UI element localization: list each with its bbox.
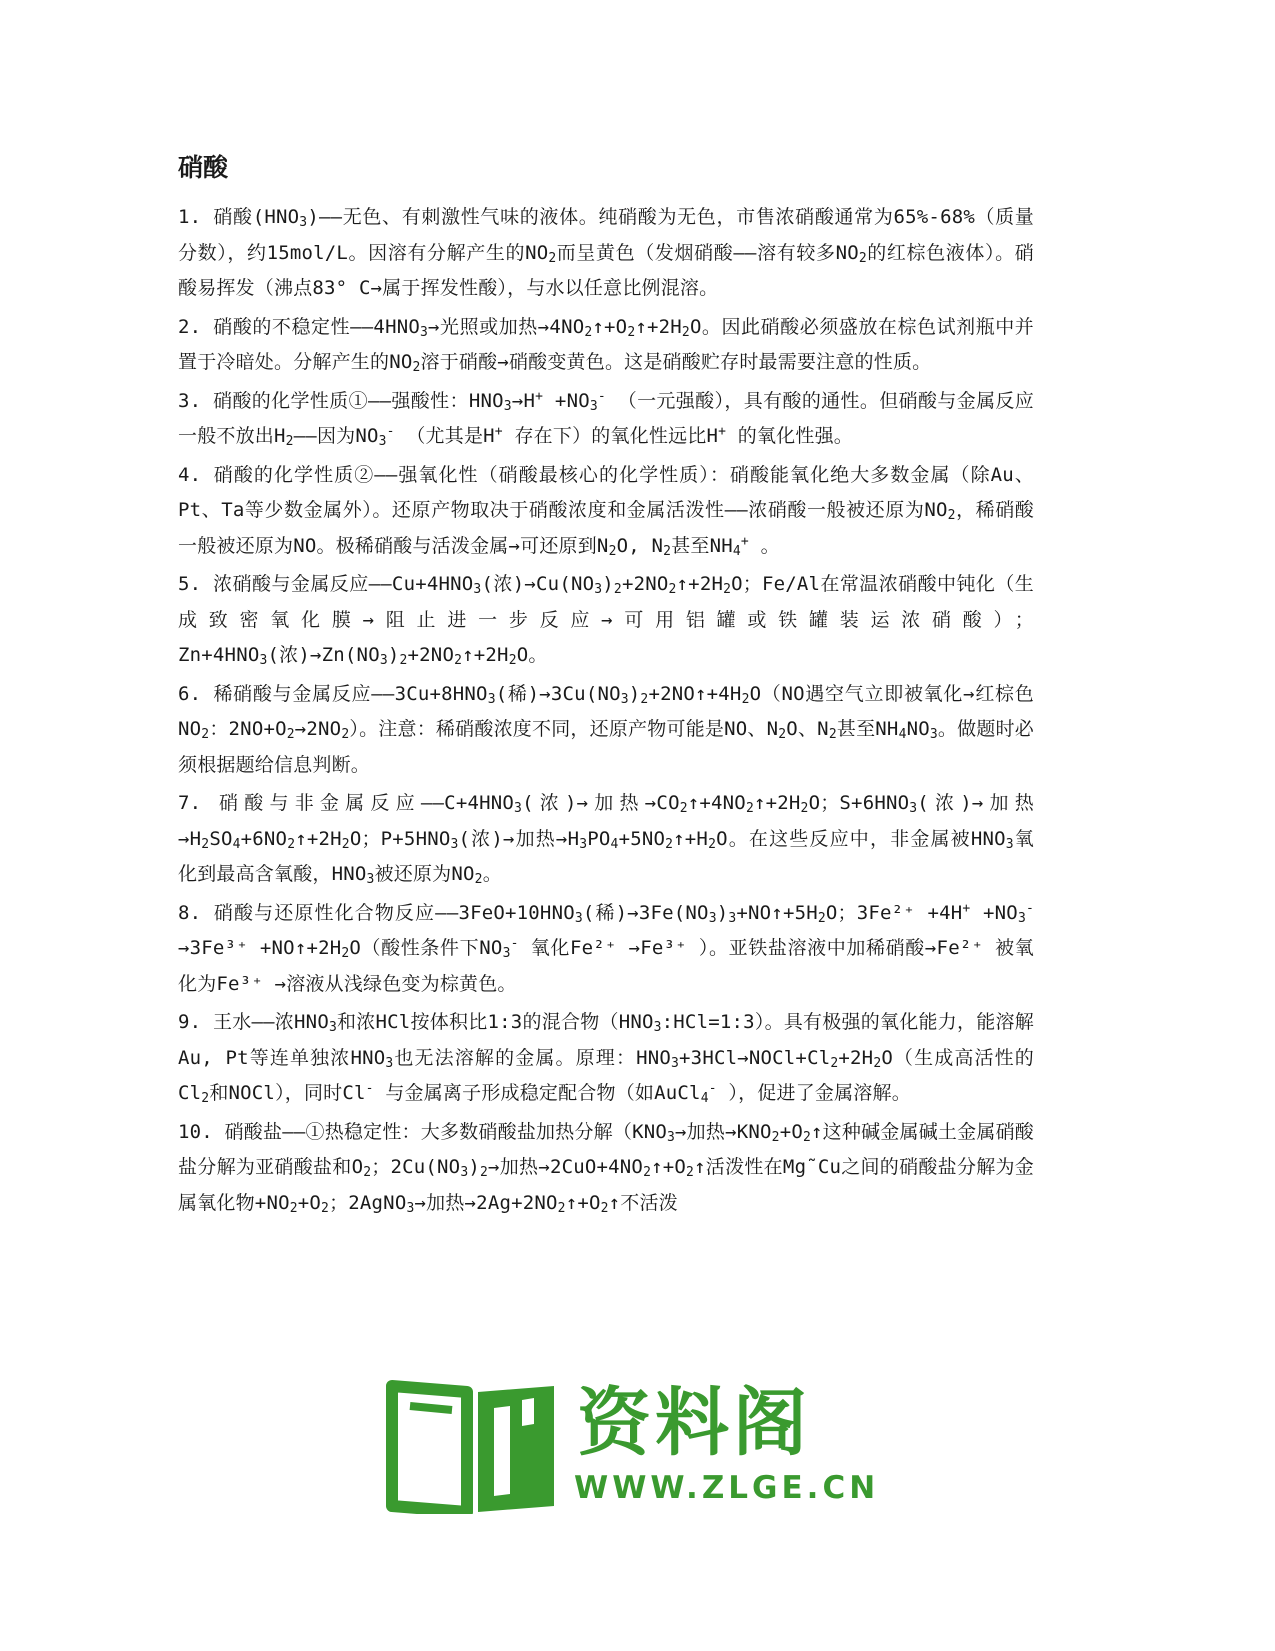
subscript-text: 2 [201,727,210,742]
subscript-text: 2 [287,836,296,852]
paragraph-8 [178,896,1034,1003]
text-run: O。在这些反应中，非金属被HNO [716,827,1006,850]
text-run: 9. 王水——浓HNO [178,1011,329,1033]
text-run: O；S+6HNO [808,792,910,814]
subscript-text: 2 [285,434,294,449]
text-run: +2NO [407,644,455,666]
text-run: ) [716,901,729,924]
text-run: →加热→KNO [675,1120,772,1143]
text-run: 与金属离子形成稳定配合物（如AuCl [373,1082,701,1104]
supscript-text: - [386,424,395,439]
text-run: 2. 硝酸的不稳定性——4HNO [178,315,420,338]
subscript-text: 2 [817,910,826,926]
text-run: ；2Cu(NO [371,1156,461,1178]
text-run: NO [906,718,930,740]
text-run: (稀)→3Cu(NO [495,682,621,705]
text-run: 被还原为NO [374,863,475,885]
text-run: ↑+2H [462,644,509,666]
text-run: 甚至NH [836,718,899,740]
text-run: (浓)→加热→H [458,827,580,850]
text-run: 10. 硝酸盐——①热稳定性：大多数硝酸盐加热分解（KNO [178,1120,667,1143]
document-body [178,150,1034,1224]
subscript-text: 3 [671,1055,680,1071]
subscript-text: 4 [732,543,741,559]
text-run: (浓)→Zn(NO [267,644,380,666]
supscript-text: - [365,1081,374,1096]
subscript-text: 2 [708,836,717,852]
document-title: 硝酸 [178,153,229,182]
text-run: :HCl=1:3）。具有极强的氧化能力，能溶解Au, Pt等连单独浓HNO [178,1011,1034,1069]
text-run: O。 [516,644,548,666]
text-run: PO [587,827,611,850]
subscript-text: 2 [548,250,557,266]
subscript-text: 2 [608,543,617,559]
subscript-text: 2 [668,582,677,597]
subscript-text: 2 [201,836,210,852]
text-run: O；Fe/Al在常温浓硝酸中钝化（生成致密氧化膜→阻止进一步反应→可用铝罐或铁罐装运浓硝酸）；Zn+4HNO [178,573,1034,666]
subscript-text: 2 [858,250,867,266]
text-run: +2NO↑+4H [648,682,742,705]
text-run: ↑+O [651,1156,687,1178]
paragraph-3 [178,384,1034,455]
subscript-text: 3 [502,946,511,961]
paragraph-7 [178,786,1034,893]
subscript-text: 2 [947,508,956,523]
text-run: ：2NO+O [209,718,287,740]
paragraph-2 [178,310,1034,381]
paragraph-list [178,200,1034,1221]
text-run: ——因为NO [293,425,379,447]
text-run: O；P+5HNO [349,827,451,850]
subscript-text: 2 [321,1200,330,1216]
subscript-text: 3 [406,1200,415,1216]
text-run: 和浓HCl按体积比1:3的混合物（HNO [336,1011,654,1033]
text-run: ；2AgNO [329,1191,407,1214]
subscript-text: 2 [778,727,787,742]
text-run: 1. 硝酸(HNO [178,206,300,228]
text-run: 也无法溶解的金属。原理：HNO [393,1046,672,1069]
text-run: →加热→2Ag+2NO [414,1191,558,1214]
text-run: ) [602,573,614,595]
text-run: +NO↑+5H [736,901,818,924]
text-run: O（NO遇空气立即被氧化→红棕色NO [178,682,1034,740]
subscript-text: 3 [366,872,375,887]
text-run: ) [387,644,400,666]
supscript-text: + [535,388,544,404]
subscript-text: 2 [741,691,750,707]
subscript-text: 3 [594,582,603,597]
subscript-text: 2 [474,872,483,887]
supscript-text: + [494,424,503,439]
subscript-text: 2 [643,1165,652,1180]
text-run: 的氧化性强。 [726,425,853,447]
text-run: ↑+4NO [687,792,746,814]
subscript-text: 3 [589,398,598,414]
subscript-text: 2 [745,801,754,816]
supscript-text: - [510,936,519,951]
subscript-text: 3 [929,727,938,742]
text-run: O（酸性条件下NO [349,937,503,959]
subscript-text: 2 [363,1165,372,1180]
subscript-text: 2 [665,836,674,852]
subscript-text: 2 [681,324,690,340]
text-run: ↑活泼性在Mg˜Cu之间的硝酸盐分解为金属氧化物+NO [178,1156,1034,1214]
subscript-text: 3 [514,801,523,816]
text-run: →H [511,389,536,412]
subscript-text: 2 [600,1200,609,1216]
text-run: +O [779,1120,803,1143]
watermark [382,1378,880,1514]
text-run: 而呈黄色（发烟硝酸——溶有较多NO [556,241,859,264]
subscript-text: 2 [508,653,517,668]
subscript-text: 3 [328,1020,337,1035]
subscript-text: 2 [800,801,809,816]
text-run: ↑+2H [635,315,682,338]
subscript-text: 3 [460,1165,469,1180]
subscript-text: 4 [610,836,619,852]
subscript-text: 3 [574,910,583,926]
subscript-text: 3 [259,653,268,668]
subscript-text: 2 [479,1165,489,1180]
subscript-text: 3 [420,324,429,340]
text-run: O；3Fe²⁺ +4H [825,901,963,924]
text-run: 6. 稀硝酸与金属反应——3Cu+8HNO [178,682,488,705]
text-run: →加热→2CuO+4NO [488,1156,644,1178]
subscript-text: 2 [412,360,421,375]
text-run: →光照或加热→4NO [428,315,585,338]
subscript-text: 2 [828,727,837,742]
paragraph-9 [178,1005,1034,1112]
subscript-text: 3 [378,434,387,449]
paragraph-5 [178,567,1034,674]
text-run: 溶于硝酸→硝酸变黄色。这是硝酸贮存时最需要注意的性质。 [420,351,932,373]
subscript-text: 4 [232,836,241,852]
text-run: (稀)→3Fe(NO [582,901,709,924]
subscript-text: 3 [708,910,717,926]
text-run: O。因此硝酸必须盛放在棕色试剂瓶中并置于冷暗处。分解产生的NO [178,315,1035,373]
subscript-text: 2 [830,1055,839,1071]
paragraph-10 [178,1115,1034,1222]
text-run: ↑+2H [753,792,801,814]
text-run: （一元强酸），具有酸的通性。但硝酸与金属反应一般不放出H [178,389,1034,447]
subscript-text: 4 [898,727,907,742]
text-run: SO [209,827,233,850]
supscript-text: + [718,424,727,439]
text-run: →3Fe³⁺ +NO↑+2H [178,937,342,959]
subscript-text: 3 [579,836,588,852]
subscript-text: 2 [640,691,649,707]
watermark-url: WWW.ZLGE.CN [574,1470,880,1506]
paragraph-1 [178,200,1034,307]
subscript-text: 3 [473,582,482,597]
text-run: →2NO [294,718,342,740]
text-run: +2NO [621,573,669,595]
text-run: ) [468,1156,480,1178]
subscript-text: 2 [557,1200,566,1216]
subscript-text: 2 [454,653,463,668]
subscript-text: 2 [341,727,350,742]
text-run: （尤其是H [394,425,495,447]
subscript-text: 3 [667,1129,676,1145]
subscript-text: 3 [450,836,459,852]
subscript-text: 3 [1005,836,1014,852]
text-run: 3. 硝酸的化学性质①——强酸性：HNO [178,389,504,412]
subscript-text: 3 [385,1055,394,1071]
supscript-text: + [740,533,749,549]
subscript-text: 2 [201,1091,210,1106]
text-run: )——无色、有刺激性气味的液体。纯硝酸为无色，市售浓硝酸通常为65%-68%（质量分数），约15mol/L。因溶有分解产生的NO [178,206,1035,264]
text-run: 8. 硝酸与还原性化合物反应——3FeO+10HNO [178,901,575,924]
supscript-text: - [708,1081,717,1096]
text-run: O（生成高活性的Cl [178,1046,1034,1104]
text-run: +6NO [240,827,288,850]
subscript-text: 2 [873,1055,882,1071]
text-run: O、N [786,718,829,740]
subscript-text: 3 [503,398,512,414]
text-run: 氧化到最高含氧酸，HNO [178,827,1034,885]
text-run: ）。注意：稀硝酸浓度不同，还原产物可能是NO、N [349,718,779,740]
text-run: +5NO [618,827,666,850]
text-run: ↑+H [673,827,709,850]
open-book-icon [382,1378,564,1514]
text-run: ) [628,682,641,705]
subscript-text: 3 [487,691,496,707]
supscript-text: - [1025,900,1034,916]
subscript-text: 3 [728,910,737,926]
text-run: 。 [748,534,780,557]
text-run: 4. 硝酸的化学性质②——强氧化性（硝酸最核心的化学性质）：硝酸能氧化绝大多数金属（除Au、Pt、Ta等少数金属外）。还原产物取决于硝酸浓度和金属活泼性——浓硝酸一般被还原为NO [178,463,1034,521]
subscript-text: 3 [909,801,918,816]
paragraph-4 [178,458,1034,565]
text-run: +O [297,1191,322,1214]
subscript-text: 2 [286,727,295,742]
subscript-text: 2 [627,324,636,340]
text-run: 和NOCl），同时Cl [209,1082,366,1104]
subscript-text: 3 [379,653,388,668]
text-run: (浓)→加热→H [178,792,1034,850]
text-run: ↑+O [565,1191,601,1214]
subscript-text: 3 [1017,910,1026,926]
text-run: 。 [482,863,502,885]
text-run: 。做题时必须根据题给信息判断。 [178,718,1034,776]
text-run: ↑不活泼 [608,1191,678,1214]
subscript-text: 2 [771,1129,780,1145]
text-run: 存在下）的氧化性远比H [502,425,719,447]
supscript-text: - [597,388,606,404]
text-run: ，稀硝酸一般被还原为NO。极稀硝酸与活泼金属→可还原到N [178,499,1034,557]
text-run: +3HCl→NOCl+Cl [679,1046,831,1069]
text-run: 甚至NH [671,534,733,557]
text-run: 5. 浓硝酸与金属反应——Cu+4HNO [178,573,474,595]
text-run: (浓)→Cu(NO [481,573,595,595]
subscript-text: 2 [663,543,672,559]
text-run: ↑+2H [295,827,342,850]
subscript-text: 3 [653,1020,662,1035]
subscript-text: 2 [802,1129,812,1145]
text-run: ↑+O [592,315,628,338]
supscript-text: + [962,900,971,916]
subscript-text: 2 [399,653,408,668]
text-run: 氧化Fe²⁺ →Fe³⁺ ）。亚铁盐溶液中加稀硝酸→Fe²⁺ 被氧化为Fe³⁺ →溶液从浅绿色变为棕黄色。 [178,937,1035,995]
subscript-text: 2 [613,582,622,597]
text-run: +NO [543,389,590,412]
text-run: 的红棕色液体）。硝酸易挥发（沸点83° C→属于挥发性酸），与水以任意比例混溶。 [178,241,1034,299]
text-run: (浓)→加热→CO [522,792,680,814]
text-run: ↑这种碱金属碱土金属硝酸盐分解为亚硝酸盐和O [178,1120,1034,1178]
subscript-text: 2 [289,1200,298,1216]
text-run: +2H [838,1046,874,1069]
paragraph-6 [178,677,1034,784]
text-run: ），促进了金属溶解。 [716,1082,911,1104]
text-run: 7. 硝酸与非金属反应——C+4HNO [178,792,515,814]
subscript-text: 4 [700,1091,709,1106]
subscript-text: 3 [299,215,308,230]
subscript-text: 2 [679,801,688,816]
subscript-text: 2 [341,836,350,852]
subscript-text: 2 [584,324,593,340]
subscript-text: 3 [620,691,629,707]
subscript-text: 2 [723,582,732,597]
subscript-text: 2 [341,946,350,961]
subscript-text: 2 [686,1165,695,1180]
watermark-name: 资料阁 [577,1380,811,1466]
text-run: O, N [616,534,664,557]
text-run: ↑+2H [676,573,724,595]
text-run: +NO [970,901,1018,924]
